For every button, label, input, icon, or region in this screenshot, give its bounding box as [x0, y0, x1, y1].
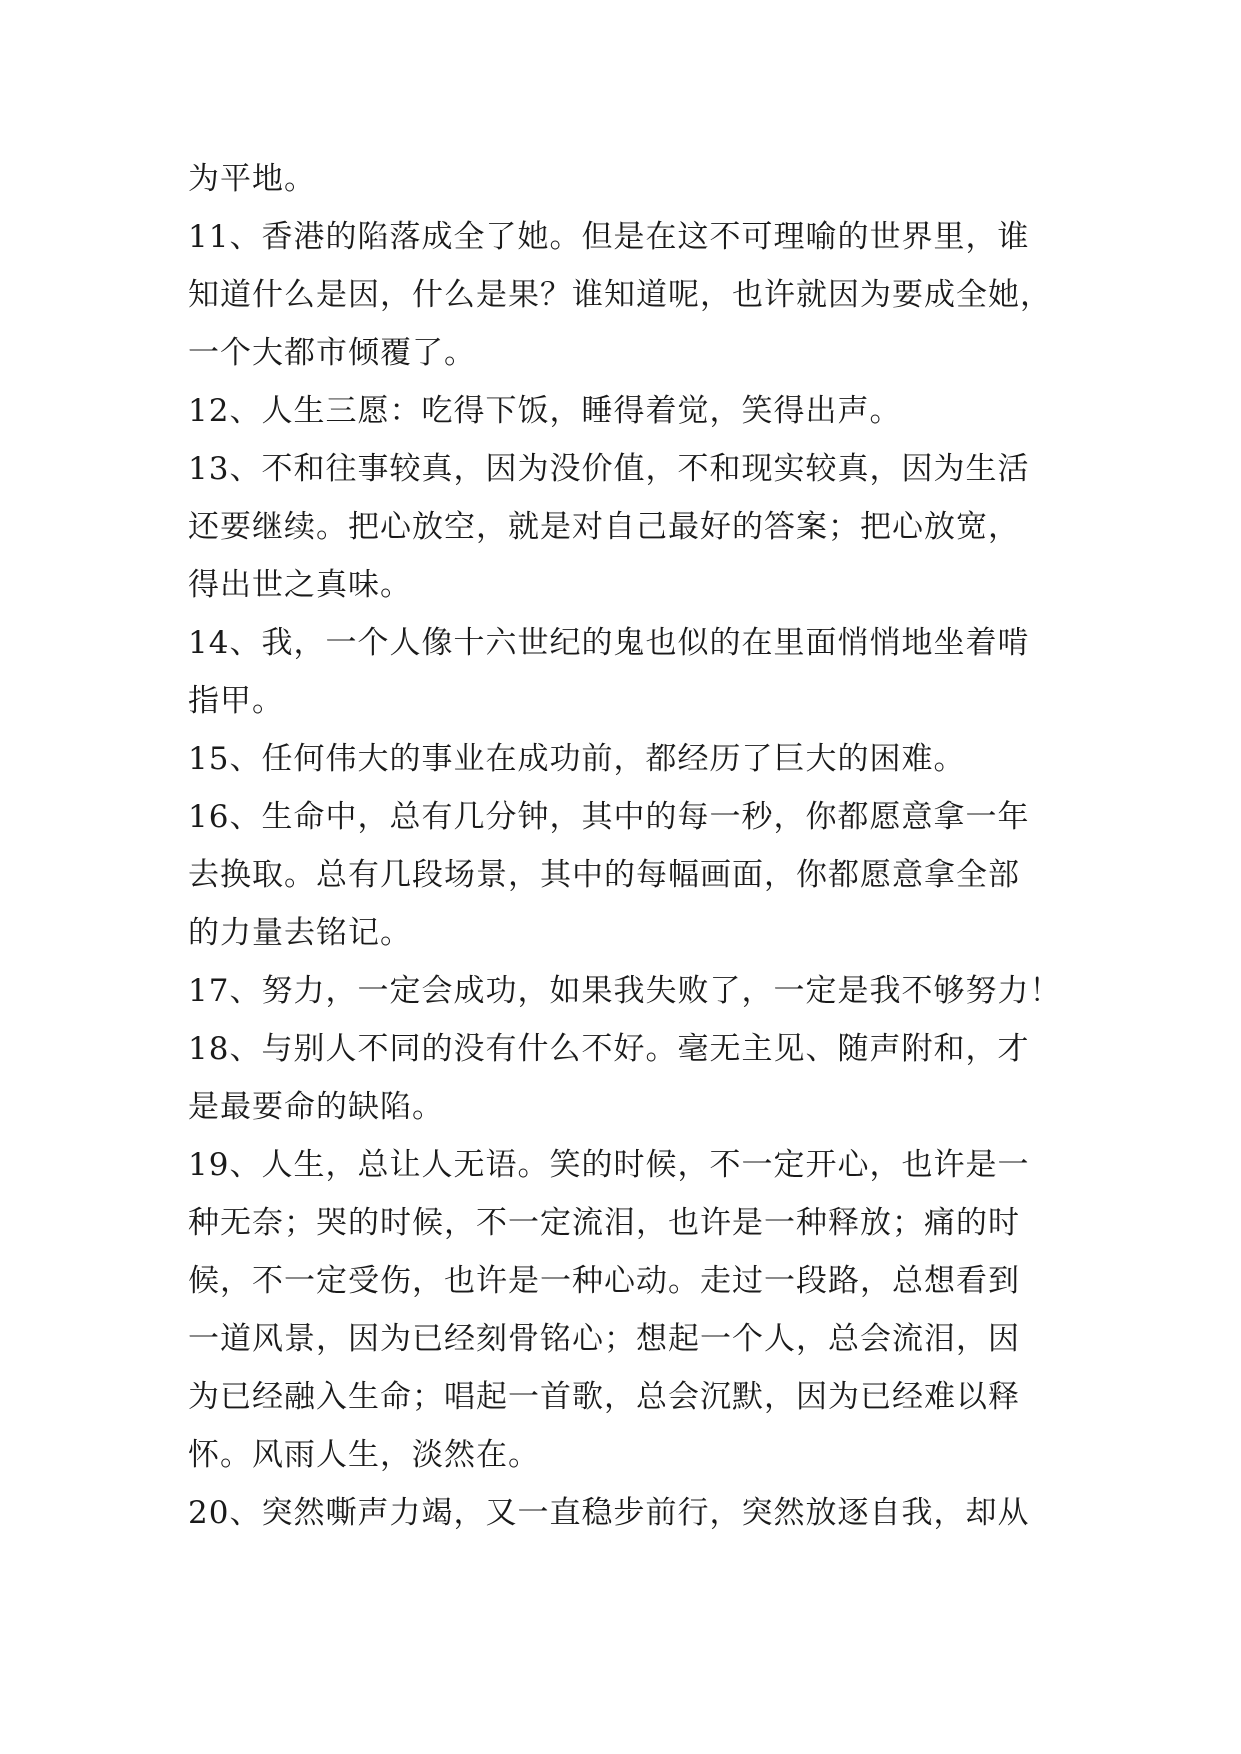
- text-line: 17、努力，一定会成功，如果我失败了，一定是我不够努力！: [188, 973, 1062, 1009]
- text-line: 一个大都市倾覆了。: [188, 335, 476, 371]
- text-line: 15、任何伟大的事业在成功前，都经历了巨大的困难。: [188, 741, 966, 777]
- text-line: 知道什么是因，什么是果？谁知道呢，也许就因为要成全她，: [188, 277, 1052, 313]
- text-line: 为已经融入生命；唱起一首歌，总会沉默，因为已经难以释: [188, 1379, 1020, 1415]
- text-line: 19、人生，总让人无语。笑的时候，不一定开心，也许是一: [188, 1147, 1030, 1183]
- text-line: 18、与别人不同的没有什么不好。毫无主见、随声附和，才: [188, 1031, 1030, 1067]
- text-line: 得出世之真味。: [188, 567, 412, 603]
- text-line: 种无奈；哭的时候，不一定流泪，也许是一种释放；痛的时: [188, 1205, 1020, 1241]
- text-line: 为平地。: [188, 161, 316, 197]
- text-line: 怀。风雨人生，淡然在。: [188, 1437, 540, 1473]
- text-line: 的力量去铭记。: [188, 915, 412, 951]
- text-line: 20、突然嘶声力竭，又一直稳步前行，突然放逐自我，却从: [188, 1495, 1030, 1531]
- text-line: 14、我，一个人像十六世纪的鬼也似的在里面悄悄地坐着啃: [188, 625, 1030, 661]
- text-line: 11、香港的陷落成全了她。但是在这不可理喻的世界里，谁: [188, 219, 1030, 255]
- text-line: 13、不和往事较真，因为没价值，不和现实较真，因为生活: [188, 451, 1030, 487]
- text-line: 候，不一定受伤，也许是一种心动。走过一段路，总想看到: [188, 1263, 1020, 1299]
- text-line: 指甲。: [188, 683, 284, 719]
- text-line: 16、生命中，总有几分钟，其中的每一秒，你都愿意拿一年: [188, 799, 1030, 835]
- document-text: [188, 150, 1068, 1542]
- text-line: 12、人生三愿：吃得下饭，睡得着觉，笑得出声。: [188, 393, 902, 429]
- text-line: 还要继续。把心放空，就是对自己最好的答案；把心放宽，: [188, 509, 1020, 545]
- text-line: 一道风景，因为已经刻骨铭心；想起一个人，总会流泪，因: [188, 1321, 1020, 1357]
- text-line: 是最要命的缺陷。: [188, 1089, 444, 1125]
- text-line: 去换取。总有几段场景，其中的每幅画面，你都愿意拿全部: [188, 857, 1020, 893]
